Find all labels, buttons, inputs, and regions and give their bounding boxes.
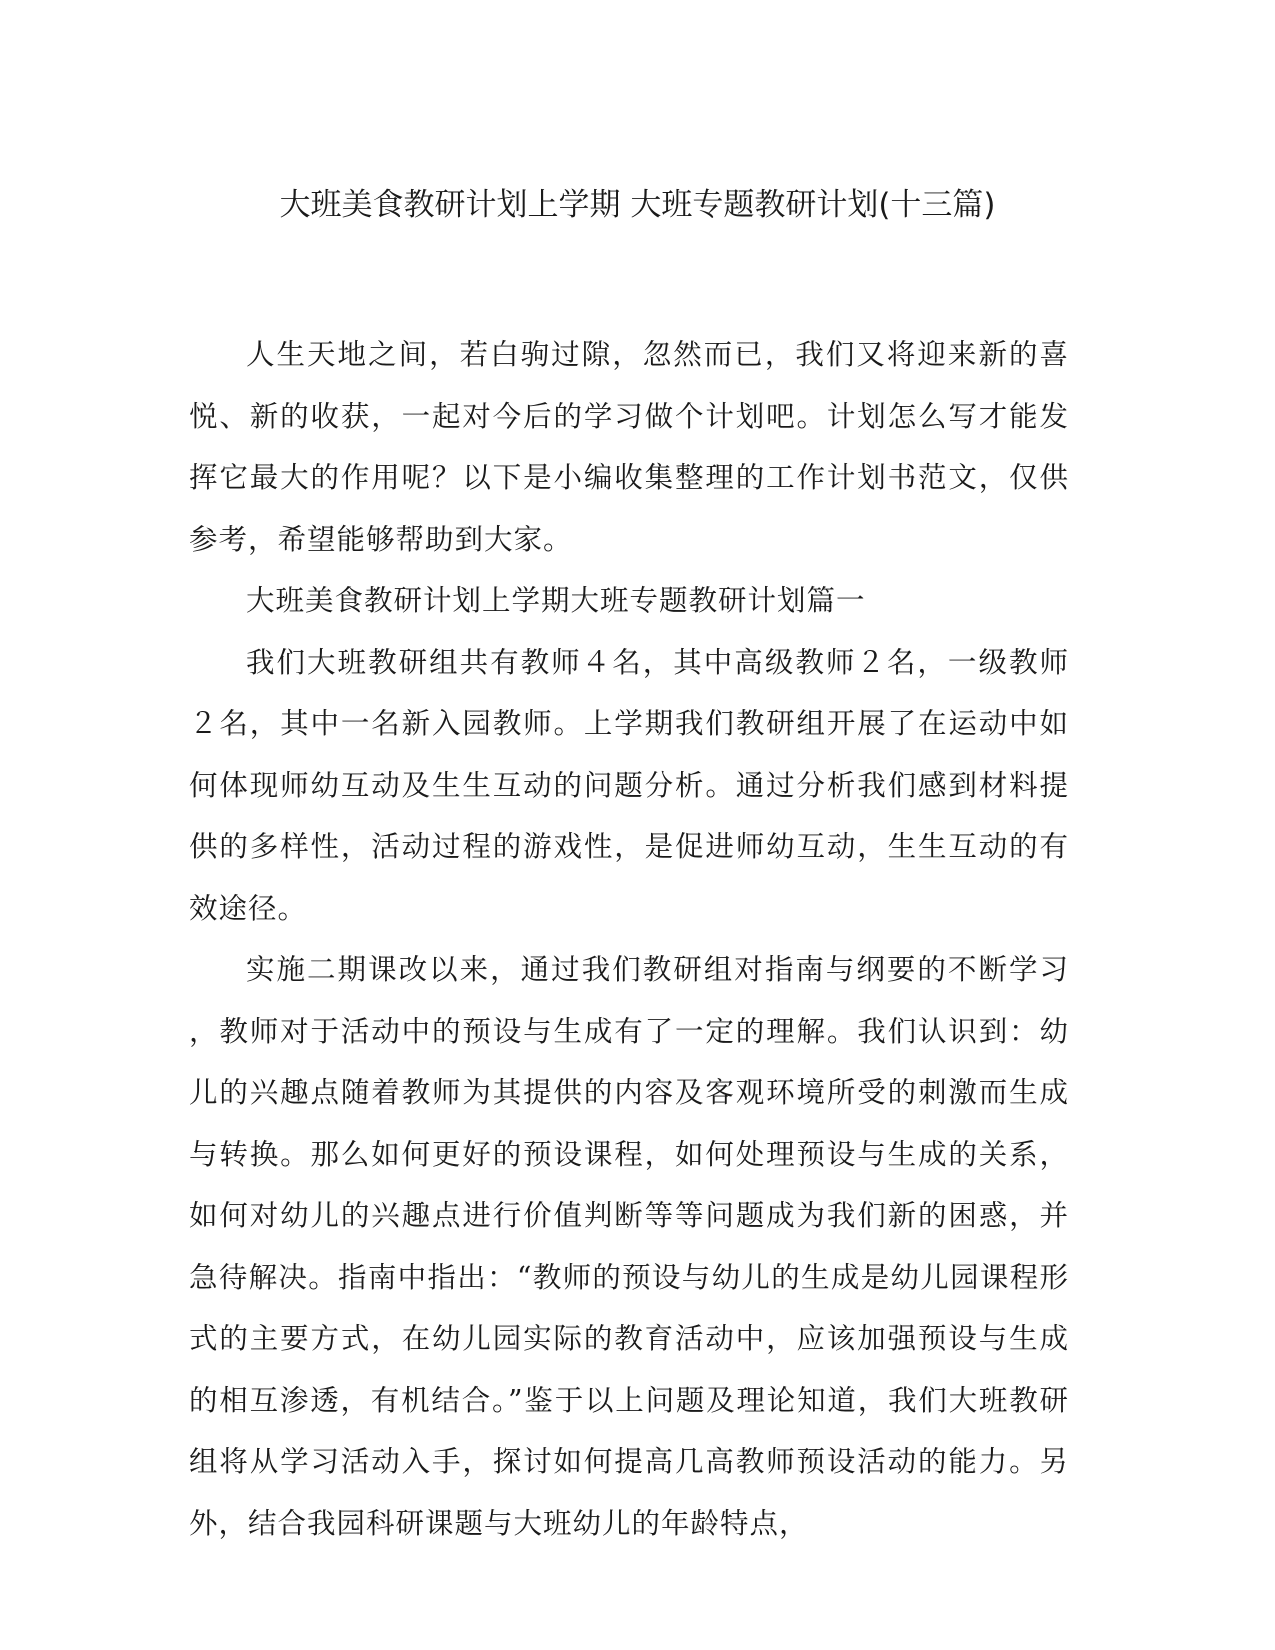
- intro-paragraph: 人生天地之间，若白驹过隙，忽然而已，我们又将迎来新的喜悦、新的收获，一起对今后的学习做个计划吧。计划怎么写才能发挥它最大的作用呢？以下是小编收集整理的工作计划书范文，仅供参考，希望能够帮助到大家。: [189, 338, 1069, 556]
- section-heading: 大班美食教研计划上学期大班专题教研计划篇一: [246, 584, 866, 617]
- document-body: [189, 324, 1069, 1554]
- body-paragraph-curriculum-reform: 实施二期课改以来，通过我们教研组对指南与纲要的不断学习，教师对于活动中的预设与生成有了一定的理解。我们认识到：幼儿的兴趣点随着教师为其提供的内容及客观环境所受的刺激而生成与转换。那么如何更好的预设课程，如何处理预设与生成的关系，如何对幼儿的兴趣点进行价值判断等等问题成为我们新的困惑，并急待解决。指南中指出：“教师的预设与幼儿的生成是幼儿园课程形式的主要方式，在幼儿园实际的教育活动中，应该加强预设与生成的相互渗透，有机结合。”鉴于以上问题及理论知道，我们大班教研组将从学习活动入手，探讨如何提高几高教师预设活动的能力。另外，结合我园科研课题与大班幼儿的年龄特点，: [189, 953, 1069, 1540]
- body-paragraph-group-overview: 我们大班教研组共有教师４名，其中高级教师２名，一级教师２名，其中一名新入园教师。上学期我们教研组开展了在运动中如何体现师幼互动及生生互动的问题分析。通过分析我们感到材料提供的多样性，活动过程的游戏性，是促进师幼互动，生生互动的有效途径。: [189, 645, 1069, 925]
- document-title: 大班美食教研计划上学期 大班专题教研计划(十三篇): [279, 187, 996, 223]
